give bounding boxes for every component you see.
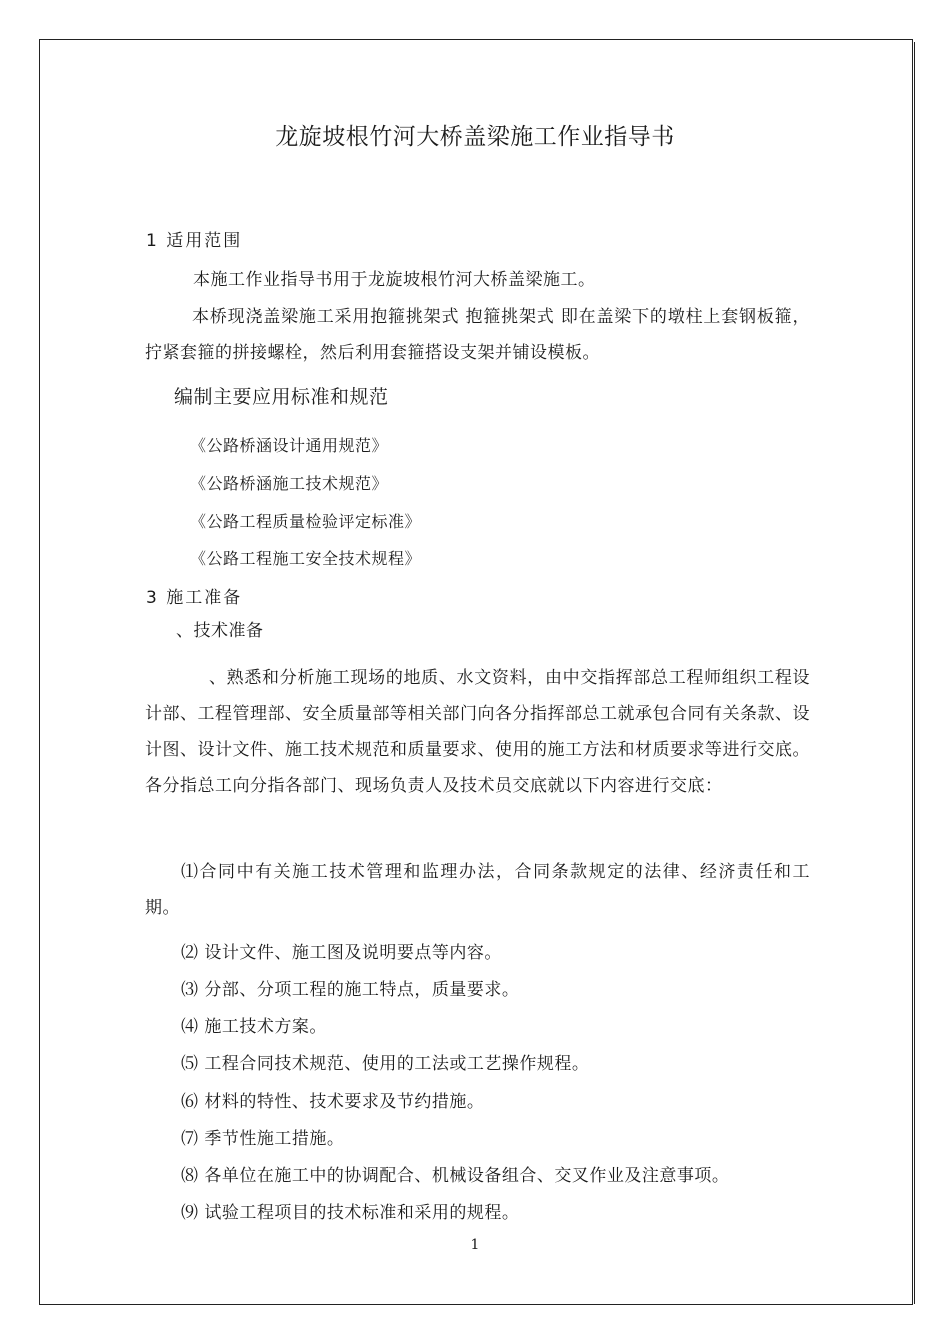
document-title: 龙旋坡根竹河大桥盖梁施工作业指导书: [275, 124, 675, 150]
requirement-item: ⑷ 施工技术方案。: [181, 1017, 327, 1037]
standard-item: 《公路工程质量检验评定标准》: [190, 512, 422, 531]
page-number: 1: [470, 1237, 480, 1253]
section-1-para-1: 本施工作业指导书用于龙旋坡根竹河大桥盖梁施工。: [193, 270, 596, 290]
standard-item: 《公路工程施工安全技术规程》: [190, 549, 422, 568]
requirement-item: ⑵ 设计文件、施工图及说明要点等内容。: [181, 943, 502, 963]
requirement-item: ⑶ 分部、分项工程的施工特点，质量要求。: [181, 980, 520, 1000]
requirement-item: ⑴合同中有关施工技术管理和监理办法，合同条款规定的法律、经济责任和工期。: [145, 862, 810, 918]
requirement-item: ⑻ 各单位在施工中的协调配合、机械设备组合、交叉作业及注意事项。: [181, 1166, 730, 1186]
section-2-heading: 编制主要应用标准和规范: [174, 386, 389, 408]
section-3-heading: 3 施工准备: [146, 588, 243, 608]
requirement-item: ⑼ 试验工程项目的技术标准和采用的规程。: [181, 1203, 520, 1223]
section-3-para: 、熟悉和分析施工现场的地质、水文资料，由中交指挥部总工程师组织工程设计部、工程管理部、安全质量部等相关部门向各分指挥部总工就承包合同有关条款、设计图、设计文件、施工技术规范和质量要求、使用的施工方法和材质要求等进行交底。各分指总工向分指各部门、现场负责人及技术员交底就以下内容进行交底：: [145, 668, 810, 796]
section-3-subheading: 、技术准备: [176, 621, 264, 641]
requirement-item: ⑸ 工程合同技术规范、使用的工法或工艺操作规程。: [181, 1054, 590, 1074]
requirement-item: ⑺ 季节性施工措施。: [181, 1129, 345, 1149]
section-1-para-2: 本桥现浇盖梁施工采用抱箍挑架式 抱箍挑架式 即在盖梁下的墩柱上套钢板箍，拧紧套箍的拼接螺栓，然后利用套箍搭设支架并铺设模板。: [145, 307, 810, 363]
section-1-heading: 1 适用范围: [146, 231, 243, 251]
standard-item: 《公路桥涵设计通用规范》: [190, 436, 389, 455]
standard-item: 《公路桥涵施工技术规范》: [190, 474, 389, 493]
requirement-item: ⑹ 材料的特性、技术要求及节约措施。: [181, 1092, 485, 1112]
